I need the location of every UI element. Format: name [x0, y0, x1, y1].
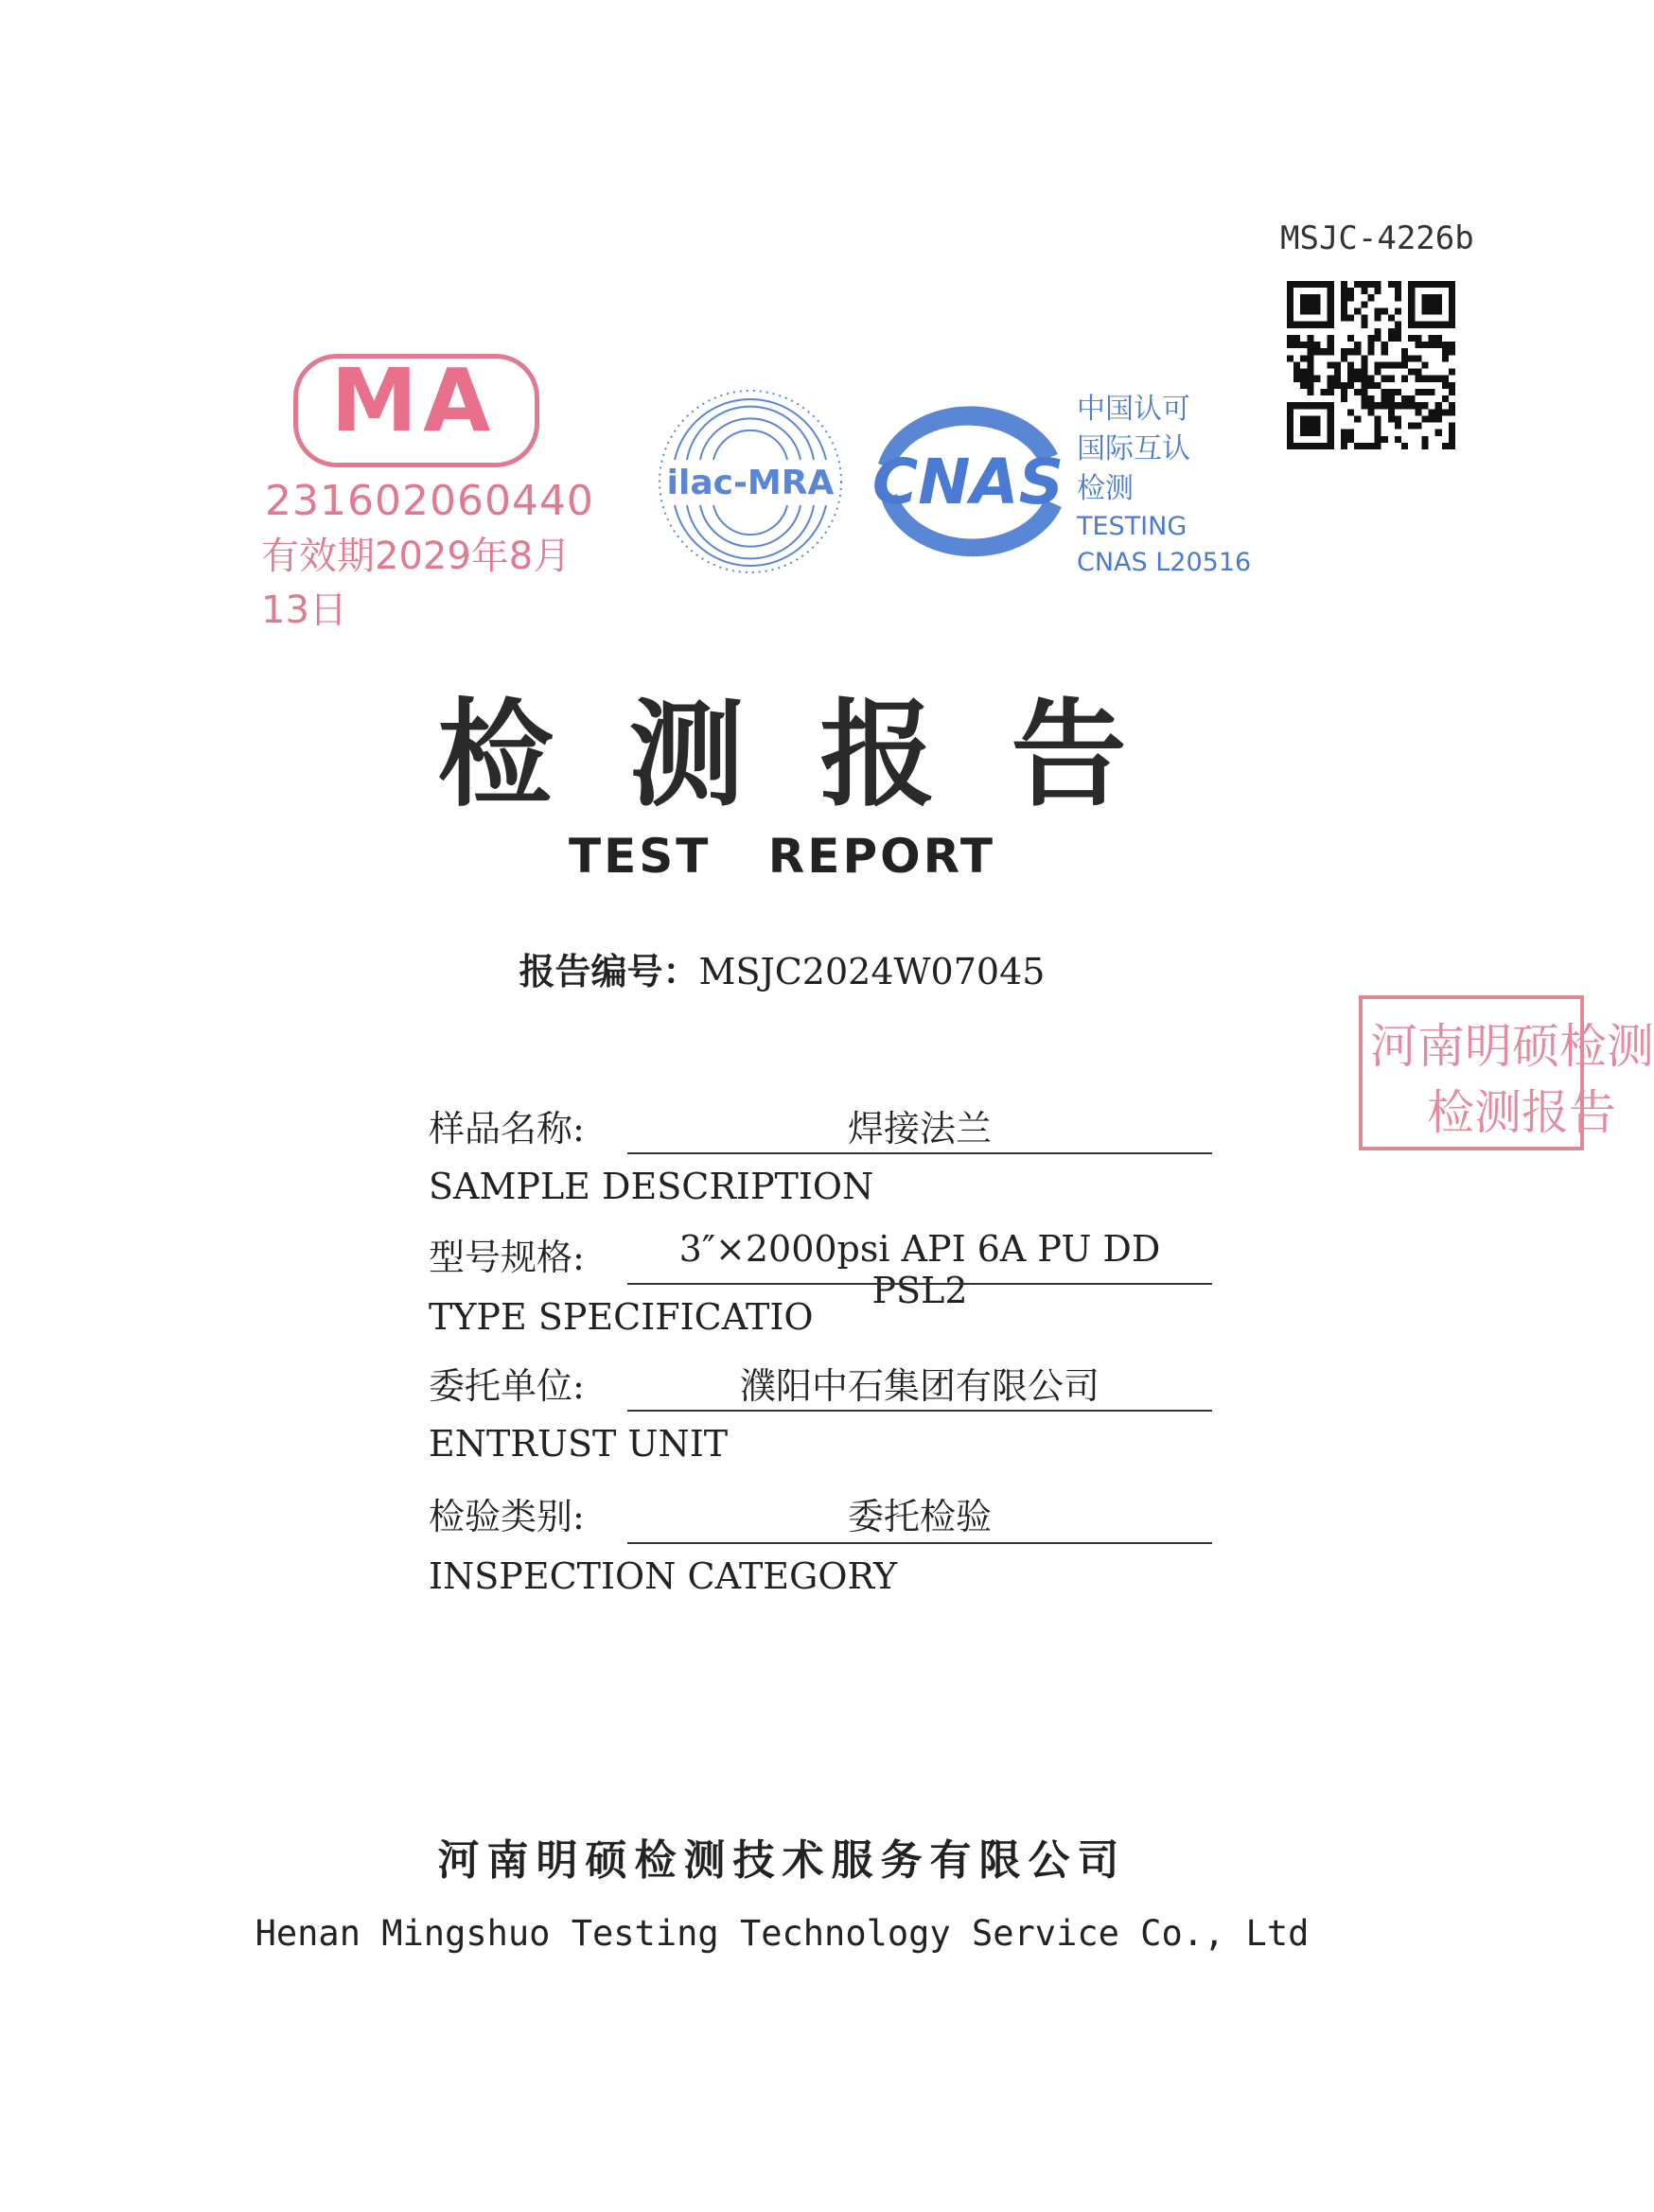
cma-mark: MA: [330, 350, 497, 451]
entrust-unit-en: ENTRUST UNIT: [429, 1423, 729, 1465]
inspection-category-underline: [627, 1542, 1212, 1544]
sample-name-value: 焊接法兰: [847, 1108, 992, 1150]
type-spec-value: 3″×2000psi API 6A PU DD PSL2: [678, 1228, 1161, 1311]
type-spec-label: 型号规格:: [429, 1237, 585, 1278]
type-spec-underline: [627, 1283, 1212, 1285]
sample-name-underline: [627, 1152, 1212, 1154]
document-code: MSJC-4226b: [1280, 219, 1474, 257]
report-title-cn: 检测报告: [437, 686, 1203, 822]
cnas-logo-text: CNAS: [871, 446, 1065, 518]
side-stamp-line-2: 检测报告: [1427, 1085, 1616, 1140]
cnas-line-4: TESTING: [1077, 512, 1188, 541]
ilac-mra-logo: [651, 382, 850, 581]
cma-validity: 有效期2029年8月13日: [261, 535, 572, 632]
ilac-mra-text: ilac-MRA: [666, 464, 835, 502]
entrust-unit-value: 濮阳中石集团有限公司: [739, 1365, 1100, 1407]
type-spec-en: TYPE SPECIFICATIO: [429, 1296, 814, 1338]
inspection-category-en: INSPECTION CATEGORY: [429, 1555, 898, 1597]
entrust-unit-label: 委托单位:: [429, 1365, 585, 1407]
cnas-logo: [859, 388, 1077, 573]
cnas-info: [1077, 390, 1251, 581]
report-title-en: TEST REPORT: [569, 829, 995, 884]
cnas-line-3: 检测: [1077, 472, 1134, 505]
entrust-unit-underline: [627, 1410, 1212, 1412]
report-number: [0, 942, 1564, 994]
report-number-label: 报告编号：: [519, 951, 699, 992]
sample-name-label: 样品名称:: [429, 1108, 585, 1150]
cnas-line-2: 国际互认: [1077, 432, 1190, 465]
cma-stamp: [248, 344, 594, 632]
report-number-value: MSJC2024W07045: [698, 951, 1046, 992]
cnas-line-5: CNAS L20516: [1077, 548, 1252, 577]
cma-number: 231602060440: [265, 477, 594, 525]
company-name-en: Henan Mingshuo Testing Technology Service Co., Ltd: [255, 1913, 1310, 1954]
inspection-category-label: 检验类别:: [429, 1496, 585, 1537]
inspection-category-value: 委托检验: [847, 1496, 992, 1537]
qr-code: [1287, 280, 1455, 450]
company-side-stamp: [1359, 995, 1654, 1150]
company-name-cn: 河南明硕检测技术服务有限公司: [437, 1836, 1127, 1885]
side-stamp-line-1: 河南明硕检测: [1370, 1019, 1654, 1074]
sample-name-en: SAMPLE DESCRIPTION: [429, 1166, 874, 1207]
cnas-line-1: 中国认可: [1077, 393, 1190, 426]
